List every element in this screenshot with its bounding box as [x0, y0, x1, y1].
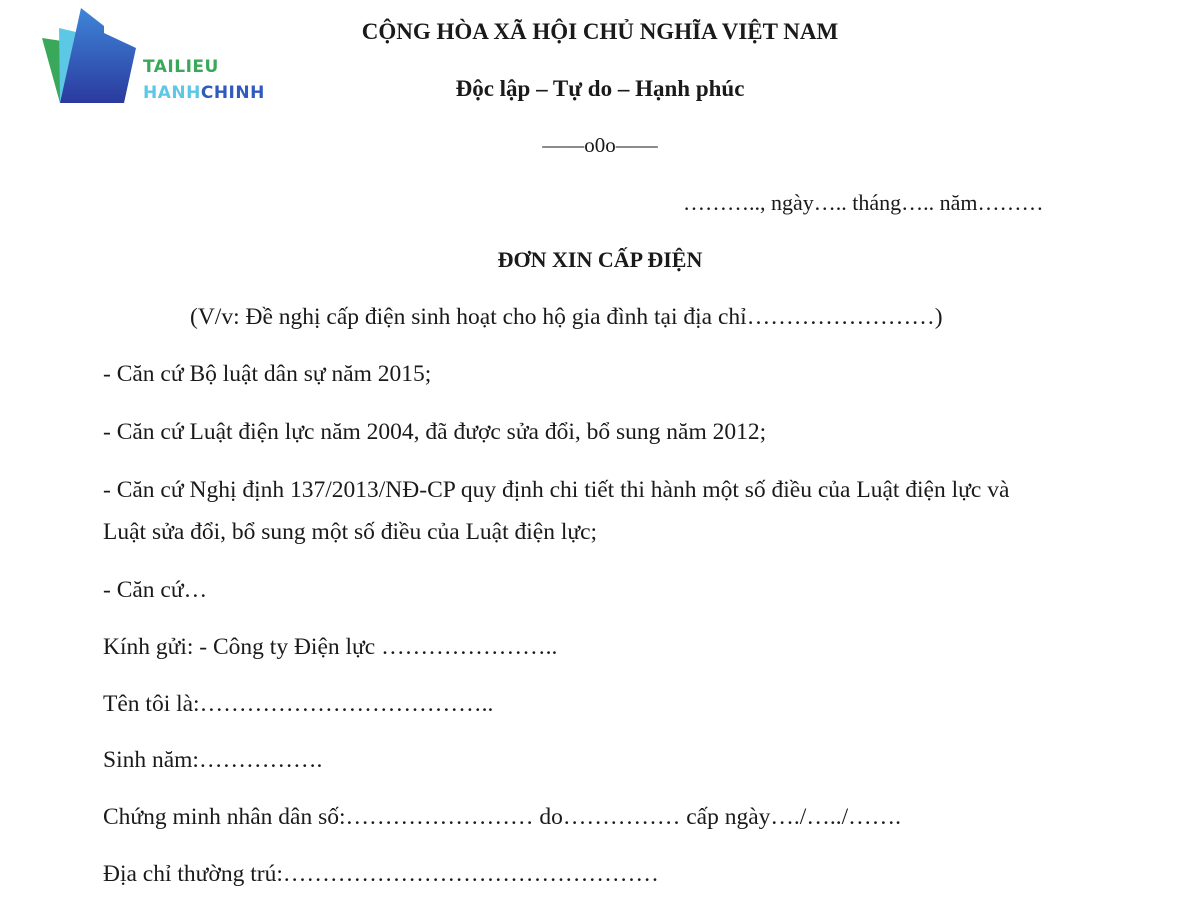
- date-line: ……….., ngày….. tháng….. năm………: [683, 190, 1044, 215]
- document-title: ĐƠN XIN CẤP ĐIỆN: [497, 247, 703, 272]
- header-separator: ——o0o——: [542, 133, 658, 157]
- logo-text-tailieu: TAILIEU: [143, 57, 219, 77]
- legal-basis-civil-code: - Căn cứ Bộ luật dân sự năm 2015;: [103, 361, 432, 387]
- logo-text-hanh: HANH: [143, 83, 201, 103]
- logo-text-chinh: CHINH: [200, 83, 265, 103]
- document-subject: (V/v: Đề nghị cấp điện sinh hoạt cho hộ gia đình tại địa chỉ……………………): [190, 304, 943, 330]
- field-permanent-address: Địa chỉ thường trú:…………………………………………: [103, 861, 659, 887]
- legal-basis-other: - Căn cứ…: [103, 577, 208, 603]
- legal-basis-decree: - Căn cứ Nghị định 137/2013/NĐ-CP quy định chi tiết thi hành một số điều của Luật điện lực và: [103, 477, 1010, 503]
- recipient-line: Kính gửi: - Công ty Điện lực …………………..: [103, 634, 558, 660]
- field-name: Tên tôi là:………………………………..: [103, 691, 494, 717]
- national-title: CỘNG HÒA XÃ HỘI CHỦ NGHĨA VIỆT NAM: [361, 19, 839, 44]
- field-id-card: Chứng minh nhân dân số:…………………… do…………… cấp ngày…./…../…….: [103, 804, 901, 830]
- legal-basis-electricity-law: - Căn cứ Luật điện lực năm 2004, đã được sửa đổi, bổ sung năm 2012;: [103, 419, 767, 445]
- national-motto: Độc lập – Tự do – Hạnh phúc: [455, 76, 745, 101]
- legal-basis-decree-cont: Luật sửa đổi, bổ sung một số điều của Luật điện lực;: [103, 519, 598, 545]
- field-birth-year: Sinh năm:…………….: [103, 747, 323, 773]
